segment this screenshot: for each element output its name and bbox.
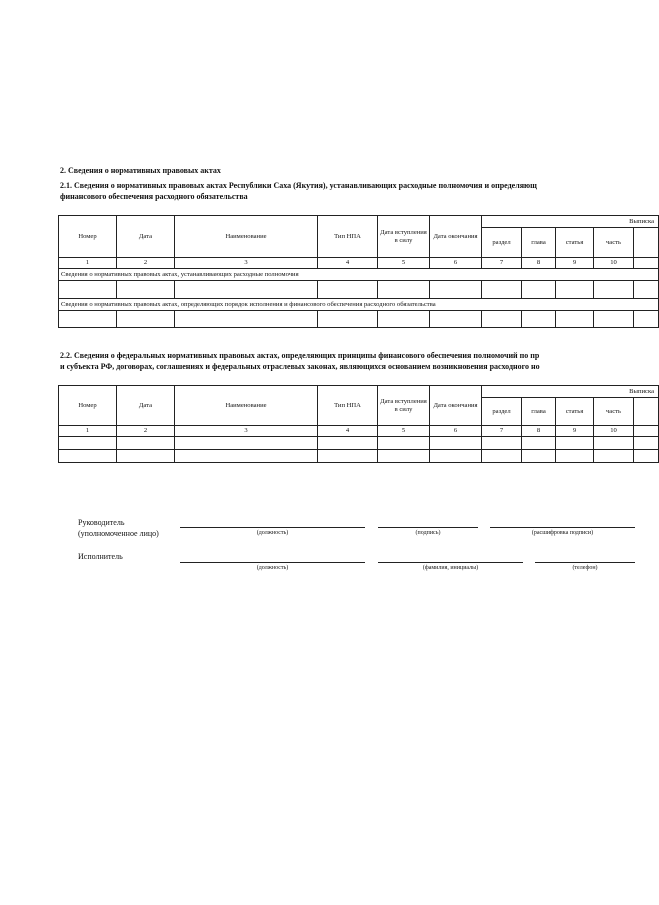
subsection-2-2-title-line1: 2.2. Сведения о федеральных нормативных правовых актах, определяющих принципы финансового обеспечения полномочий по пр [60, 351, 540, 360]
header-extra [634, 228, 659, 258]
head-decoding-line[interactable] [490, 527, 635, 528]
col-num-3: 3 [175, 426, 318, 437]
col-num-3: 3 [175, 258, 318, 269]
executor-phone-line[interactable] [535, 562, 635, 563]
head-position-caption: (должность) [256, 530, 289, 536]
group-row-procedure: Сведения о нормативных правовых актах, определяющих порядок исполнения и финансового обеспечения расходного обязательства [59, 299, 659, 311]
executor-position-line[interactable] [180, 562, 365, 563]
col-num-5: 5 [378, 258, 430, 269]
header-date: Дата [117, 216, 175, 258]
header-chapter: глава [522, 228, 556, 258]
header-effective-date: Дата вступления в силу [378, 216, 430, 258]
section-title: 2. Сведения о нормативных правовых актах [60, 166, 221, 175]
subsection-2-2-title-line2: и субъекта РФ, договорах, соглашениях и федеральных отраслевых законах, являющихся основанием возникновения расходного но [60, 362, 540, 371]
header-number: Номер [59, 216, 117, 258]
col-num-1: 1 [59, 426, 117, 437]
col-num-2: 2 [117, 426, 175, 437]
col-num-8: 8 [522, 258, 556, 269]
header-part: часть [594, 228, 634, 258]
subsection-2-1-title-line2: финансового обеспечения расходного обязательства [60, 192, 248, 201]
header-name: Наименование [175, 386, 318, 426]
header-date: Дата [117, 386, 175, 426]
header-type: Тип НПА [318, 386, 378, 426]
column-number-row [59, 258, 659, 269]
header-effective-date: Дата вступления в силу [378, 386, 430, 426]
header-article: статья [556, 398, 594, 426]
header-extract: Выписка [482, 216, 659, 228]
table-row [59, 450, 659, 463]
group-row-powers: Сведения о нормативных правовых актах, устанавливающих расходные полномочия [59, 269, 659, 281]
col-num-4: 4 [318, 426, 378, 437]
head-label-authorized: (уполномоченное лицо) [78, 529, 159, 538]
header-article: статья [556, 228, 594, 258]
executor-fullname-line[interactable] [378, 562, 523, 563]
subsection-2-1-title-line1: 2.1. Сведения о нормативных правовых актах Республики Саха (Якутия), устанавливающих расходные полномочия и определяющ [60, 181, 537, 190]
col-num-9: 9 [556, 258, 594, 269]
head-signature-line[interactable] [378, 527, 478, 528]
table-row [59, 437, 659, 450]
col-num-10: 10 [594, 426, 634, 437]
header-chapter: глава [522, 398, 556, 426]
header-section: раздел [482, 228, 522, 258]
head-label: Руководитель [78, 518, 125, 527]
col-num-6: 6 [430, 258, 482, 269]
header-end-date: Дата окончания [430, 216, 482, 258]
table-row [59, 281, 659, 299]
header-part: часть [594, 398, 634, 426]
table-row [59, 311, 659, 328]
executor-label: Исполнитель [78, 552, 123, 561]
col-num-2: 2 [117, 258, 175, 269]
head-position-line[interactable] [180, 527, 365, 528]
executor-fullname-caption: (фамилия, инициалы) [422, 565, 479, 571]
head-decoding-caption: (расшифровка подписи) [531, 530, 594, 536]
header-end-date: Дата окончания [430, 386, 482, 426]
col-num-1: 1 [59, 258, 117, 269]
col-num-8: 8 [522, 426, 556, 437]
federal-acts-table [58, 385, 659, 463]
col-num-4: 4 [318, 258, 378, 269]
col-num-7: 7 [482, 426, 522, 437]
header-section: раздел [482, 398, 522, 426]
col-num-5: 5 [378, 426, 430, 437]
col-num-10: 10 [594, 258, 634, 269]
header-type: Тип НПА [318, 216, 378, 258]
executor-phone-caption: (телефон) [572, 565, 598, 571]
column-number-row [59, 426, 659, 437]
col-num-9: 9 [556, 426, 594, 437]
executor-position-caption: (должность) [256, 565, 289, 571]
col-num-6: 6 [430, 426, 482, 437]
header-extra [634, 398, 659, 426]
head-signature-caption: (подпись) [415, 530, 441, 536]
header-number: Номер [59, 386, 117, 426]
header-name: Наименование [175, 216, 318, 258]
col-num-7: 7 [482, 258, 522, 269]
regional-acts-table [58, 215, 659, 328]
header-extract: Выписка [482, 386, 659, 398]
